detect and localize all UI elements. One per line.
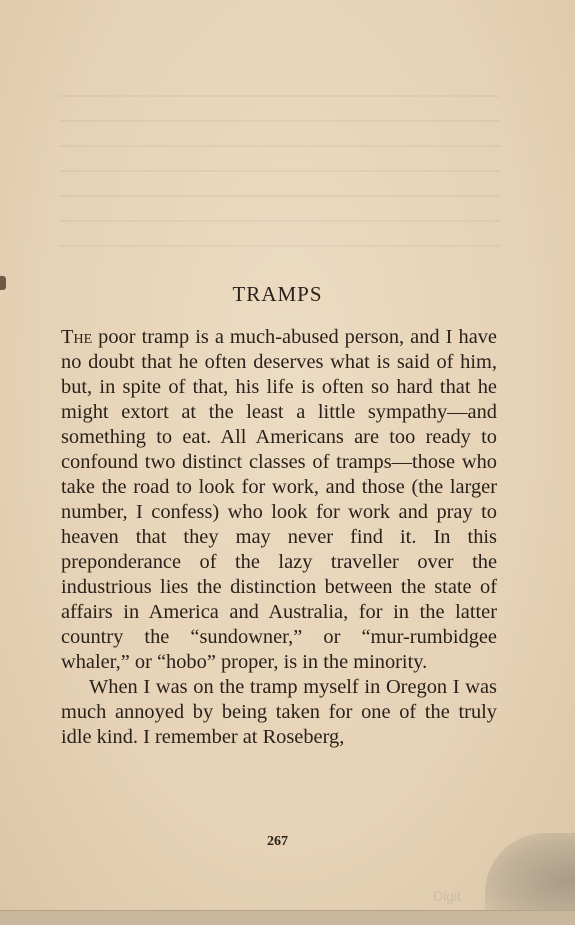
paragraph-2: When I was on the tramp myself in Oregon I was much annoyed by being taken for one of the truly idle kind. I remember at Roseberg, — [61, 676, 497, 748]
show-through-text — [60, 95, 500, 255]
paragraph-1-text: poor tramp is a much-abused person, and I have no doubt that he often deserves what is said of him, but, in spite of that, his life is often so hard that he might extort at the least a little sympathy—and something to eat. All Americans are too ready to confound two distinct classes of tramps—those who take the road to look for work, and those (the larger number, I confess) who look for work and pray to heaven that they may never find it. In this preponderance of the lazy traveller over the industrious lies the distinction between the state of affairs in America and Australia, for in the latter country the “sundowner,” or “mur-rumbidgee whaler,” or “hobo” proper, is in the minority. — [61, 326, 497, 673]
paragraph-1 — [61, 325, 497, 675]
scan-bottom-edge — [0, 910, 575, 925]
body-text — [61, 325, 497, 750]
lead-word: The — [61, 326, 93, 348]
chapter-title: TRAMPS — [232, 282, 323, 306]
page-number: 267 — [267, 834, 288, 849]
watermark: Digit — [433, 888, 462, 904]
